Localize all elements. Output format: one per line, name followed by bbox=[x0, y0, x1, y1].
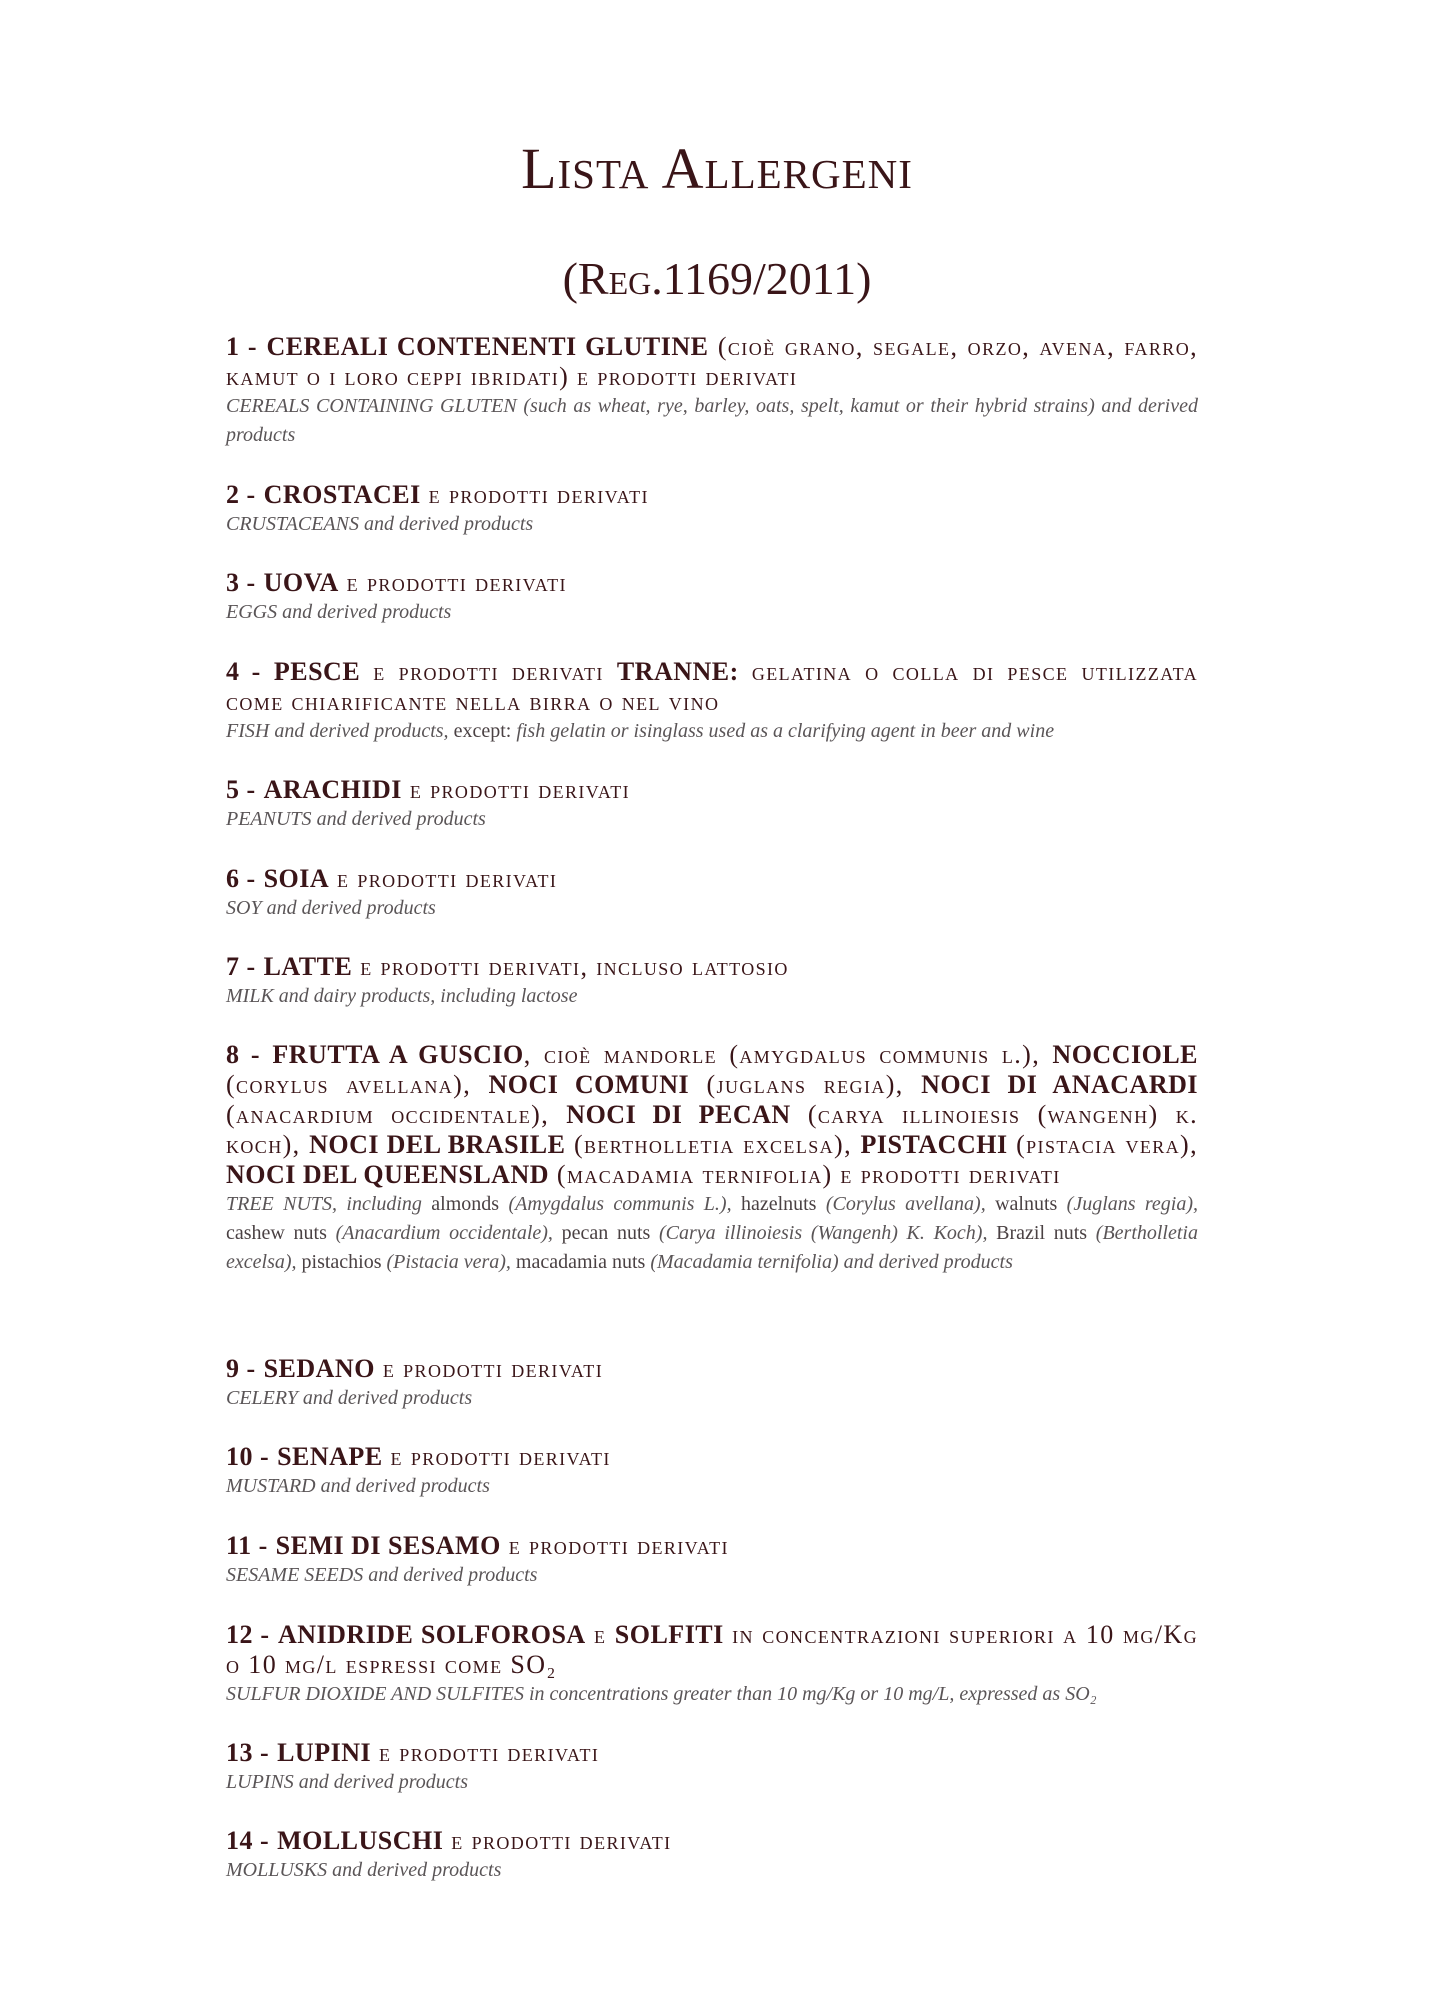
allergen-item-english bbox=[226, 1561, 1198, 1590]
allergen-item-english bbox=[226, 1384, 1198, 1413]
allergen-number: 1 - bbox=[226, 332, 258, 361]
nuts-segment: (pistacia vera), bbox=[1007, 1130, 1198, 1159]
allergen-description-english: (such as wheat, rye, barley, oats, spelt, kamut or their hybrid strains) and derived products bbox=[226, 395, 1198, 446]
allergen-item-italian bbox=[226, 480, 1198, 510]
nuts-segment: (macadamia ternifolia) e prodotti derivati bbox=[549, 1160, 1061, 1189]
allergen-name: SOIA bbox=[263, 864, 330, 893]
allergen-name-english: SULFUR DIOXIDE AND SULFITES bbox=[226, 1683, 524, 1705]
allergen-number: 9 - bbox=[226, 1354, 256, 1383]
allergen-item-italian bbox=[226, 1620, 1198, 1680]
allergen-name: CROSTACEI bbox=[263, 480, 421, 509]
nuts-segment-english: (Corylus avellana), bbox=[825, 1193, 996, 1215]
nuts-segment-english: Brazil nuts bbox=[996, 1222, 1096, 1244]
nuts-segment-english: TREE NUTS, including bbox=[226, 1193, 432, 1215]
allergen-description-english: and derived products bbox=[315, 1475, 490, 1497]
allergen-number: 2 - bbox=[226, 480, 256, 509]
allergen-description-english: in concentrations greater than 10 mg/Kg or 10 mg/L, expressed as SO₂ bbox=[523, 1683, 1097, 1705]
allergen-description: e prodotti derivati bbox=[374, 1354, 604, 1383]
allergen-item-13 bbox=[226, 1738, 1198, 1797]
allergen-name-english: SOY bbox=[226, 897, 262, 919]
allergen-exception: gelatina o colla di pesce utilizzata come chiarificante nella birra o nel vino bbox=[226, 657, 1198, 716]
allergen-item-12 bbox=[226, 1620, 1198, 1709]
allergen-item-english bbox=[226, 894, 1198, 923]
nuts-segment: , cioè mandorle (amygdalus communis l.), bbox=[523, 1040, 1053, 1069]
allergen-name: ARACHIDI bbox=[263, 775, 402, 804]
allergen-description: e prodotti derivati bbox=[420, 480, 649, 509]
allergen-name-english: MUSTARD bbox=[226, 1475, 316, 1497]
allergen-number: 11 - bbox=[226, 1531, 268, 1560]
allergen-item-italian bbox=[226, 332, 1198, 392]
allergen-item-english bbox=[226, 1680, 1198, 1709]
nuts-segment-english: (Juglans regia), bbox=[1066, 1193, 1199, 1215]
nuts-segment: NOCI DEL BRASILE bbox=[309, 1130, 566, 1159]
nuts-segment: NOCI DEL QUEENSLAND bbox=[226, 1160, 550, 1189]
allergen-description: (cioè grano, segale, orzo, avena, farro, kamut o i loro ceppi ibridati) e prodotti derivati bbox=[226, 332, 1198, 391]
allergen-item-italian bbox=[226, 1826, 1198, 1856]
allergen-description-english: and dairy products, including lactose bbox=[273, 985, 578, 1007]
allergen-number: 13 - bbox=[226, 1738, 270, 1767]
allergen-description: e prodotti derivati bbox=[500, 1531, 729, 1560]
allergen-name-english: MILK bbox=[226, 985, 274, 1007]
allergen-description: e prodotti derivati bbox=[338, 568, 567, 597]
allergen-name: SEDANO bbox=[263, 1354, 375, 1383]
allergen-number: 7 - bbox=[226, 952, 256, 981]
allergen-description-english: and derived products bbox=[277, 601, 452, 623]
allergen-exception-label-english: except: bbox=[453, 720, 512, 742]
allergen-description-english: and derived products, bbox=[269, 720, 454, 742]
allergen-item-english bbox=[226, 598, 1198, 627]
nuts-segment: NOCCIOLE bbox=[1052, 1040, 1198, 1069]
nuts-segment-english: (Pistacia vera), bbox=[386, 1251, 516, 1273]
allergen-number: 4 - bbox=[226, 657, 261, 686]
allergen-item-5 bbox=[226, 775, 1198, 834]
allergen-item-italian bbox=[226, 775, 1198, 805]
allergen-number: 8 - bbox=[226, 1040, 261, 1069]
allergen-description: e prodotti derivati bbox=[360, 657, 617, 686]
allergen-item-english bbox=[226, 510, 1198, 539]
allergen-name-english: PEANUTS bbox=[226, 808, 312, 830]
nuts-segment: PISTACCHI bbox=[860, 1130, 1008, 1159]
allergen-item-italian bbox=[226, 1531, 1198, 1561]
allergen-item-11 bbox=[226, 1531, 1198, 1590]
allergen-item-14 bbox=[226, 1826, 1198, 1885]
nuts-segment-english: hazelnuts bbox=[740, 1193, 826, 1215]
allergen-description-english: and derived products bbox=[297, 1387, 473, 1409]
nuts-segment: (anacardium occidentale), bbox=[226, 1100, 567, 1129]
allergen-item-8 bbox=[226, 1040, 1198, 1277]
nuts-segment: NOCI COMUNI bbox=[488, 1070, 690, 1099]
allergen-description: e bbox=[585, 1620, 615, 1649]
nuts-segment-english: almonds bbox=[431, 1193, 509, 1215]
allergen-name: PESCE bbox=[273, 657, 361, 686]
allergen-name-english: LUPINS bbox=[226, 1771, 294, 1793]
allergen-name: LUPINI bbox=[277, 1738, 372, 1767]
allergen-description-english: and derived products bbox=[363, 1564, 538, 1586]
allergen-name-english: EGGS bbox=[226, 601, 278, 623]
allergen-name: UOVA bbox=[263, 568, 339, 597]
nuts-segment: (corylus avellana), bbox=[226, 1070, 489, 1099]
nuts-segment: NOCI DI PECAN bbox=[566, 1100, 791, 1129]
nuts-segment: (bertholletia excelsa), bbox=[565, 1130, 861, 1159]
allergen-name-english: FISH bbox=[226, 720, 270, 742]
allergen-number: 10 - bbox=[226, 1442, 270, 1471]
nuts-segment: (juglans regia), bbox=[689, 1070, 922, 1099]
allergen-description: e prodotti derivati bbox=[329, 864, 558, 893]
nuts-segment-english: (Anacardium occidentale), bbox=[335, 1222, 562, 1244]
nuts-segment-english: (Amygdalus communis L.), bbox=[508, 1193, 741, 1215]
allergen-item-2 bbox=[226, 480, 1198, 539]
allergen-description: e prodotti derivati bbox=[382, 1442, 611, 1471]
allergen-name: SEMI DI SESAMO bbox=[275, 1531, 501, 1560]
allergen-number: 5 - bbox=[226, 775, 256, 804]
nuts-segment: FRUTTA A GUSCIO bbox=[272, 1040, 524, 1069]
allergen-item-7 bbox=[226, 952, 1198, 1011]
allergen-item-english bbox=[226, 1768, 1198, 1797]
allergen-name: ANIDRIDE SOLFOROSA bbox=[277, 1620, 586, 1649]
allergen-item-italian bbox=[226, 1040, 1198, 1190]
allergen-item-english bbox=[226, 1190, 1198, 1277]
allergen-number: 3 - bbox=[226, 568, 256, 597]
allergen-item-english bbox=[226, 1472, 1198, 1501]
allergen-description: e prodotti derivati bbox=[443, 1826, 672, 1855]
allergen-name: SENAPE bbox=[277, 1442, 383, 1471]
allergen-description-english: and derived products bbox=[311, 808, 486, 830]
allergen-item-italian bbox=[226, 952, 1198, 982]
allergen-item-english bbox=[226, 392, 1198, 450]
allergen-item-4 bbox=[226, 657, 1198, 746]
allergen-item-italian bbox=[226, 657, 1198, 717]
allergen-name: CEREALI CONTENENTI GLUTINE bbox=[266, 332, 709, 361]
allergen-description-english: and derived products bbox=[293, 1771, 469, 1793]
nuts-segment-english: walnuts bbox=[995, 1193, 1067, 1215]
allergen-description-english: and derived products bbox=[327, 1859, 502, 1881]
allergen-name-english: CELERY bbox=[226, 1387, 298, 1409]
allergen-name-english: CRUSTACEANS bbox=[226, 513, 359, 535]
allergen-item-italian bbox=[226, 864, 1198, 894]
allergen-item-italian bbox=[226, 568, 1198, 598]
allergen-description-english: and derived products bbox=[261, 897, 436, 919]
allergen-item-10 bbox=[226, 1442, 1198, 1501]
allergen-concentration: in concentrazioni superiori a 10 mg/Kg o 10 mg/l espressi come SO₂ bbox=[226, 1620, 1198, 1679]
allergen-item-italian bbox=[226, 1442, 1198, 1472]
allergen-item-6 bbox=[226, 864, 1198, 923]
nuts-segment: NOCI DI ANACARDI bbox=[921, 1070, 1198, 1099]
allergen-number: 14 - bbox=[226, 1826, 270, 1855]
nuts-segment-english: pecan nuts bbox=[561, 1222, 659, 1244]
nuts-segment: (carya illinoiesis (wangenh) k. koch), bbox=[226, 1100, 1198, 1159]
nuts-segment-english: macadamia nuts bbox=[515, 1251, 651, 1273]
allergen-item-italian bbox=[226, 1738, 1198, 1768]
allergen-description: e prodotti derivati bbox=[401, 775, 631, 804]
allergen-exception-label: TRANNE: bbox=[616, 657, 739, 686]
allergen-item-english bbox=[226, 982, 1198, 1011]
allergen-name-english: MOLLUSKS bbox=[226, 1859, 328, 1881]
allergen-item-english bbox=[226, 1856, 1198, 1885]
nuts-segment-english: pistachios bbox=[301, 1251, 387, 1273]
allergen-number: 6 - bbox=[226, 864, 256, 893]
allergen-exception-english: fish gelatin or isinglass used as a clarifying agent in beer and wine bbox=[511, 720, 1055, 742]
allergen-description-english: and derived products bbox=[358, 513, 534, 535]
allergen-item-english bbox=[226, 805, 1198, 834]
allergen-item-9 bbox=[226, 1354, 1198, 1413]
allergen-name: LATTE bbox=[263, 952, 353, 981]
nuts-segment-english: (Macadamia ternifolia) and derived products bbox=[650, 1251, 1013, 1273]
allergen-description: e prodotti derivati, incluso lattosio bbox=[352, 952, 789, 981]
allergen-item-italian bbox=[226, 1354, 1198, 1384]
page-subtitle: (Reg.1169/2011) bbox=[562, 253, 872, 304]
allergen-description: e prodotti derivati bbox=[371, 1738, 600, 1767]
page-title: Lista Allergeni bbox=[521, 136, 913, 201]
allergen-item-english bbox=[226, 717, 1198, 746]
allergen-item-1 bbox=[226, 332, 1198, 450]
allergen-item-3 bbox=[226, 568, 1198, 627]
nuts-segment-english: (Carya illinoiesis (Wangenh) K. Koch), bbox=[659, 1222, 997, 1244]
allergen-name-english: SESAME SEEDS bbox=[226, 1564, 364, 1586]
allergen-name-secondary: SOLFITI bbox=[614, 1620, 724, 1649]
allergen-name-english: CEREALS CONTAINING GLUTEN bbox=[226, 395, 517, 417]
nuts-segment-english: cashew nuts bbox=[226, 1222, 336, 1244]
nuts-segment-english: (Bertholletia excelsa), bbox=[226, 1222, 1198, 1273]
allergen-name: MOLLUSCHI bbox=[277, 1826, 444, 1855]
allergen-number: 12 - bbox=[226, 1620, 270, 1649]
